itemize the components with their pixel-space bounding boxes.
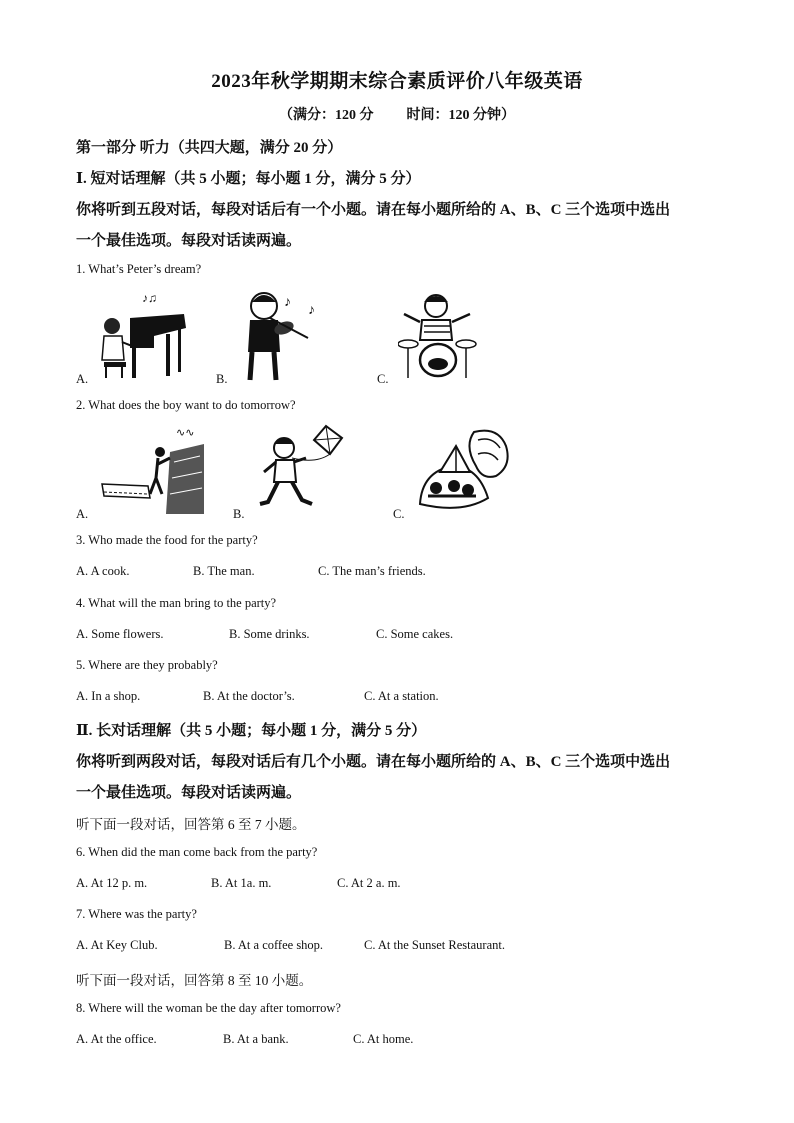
section2-instruction-2: 一个最佳选项。每段对话读两遍。 xyxy=(76,785,302,801)
svg-text:∿∿: ∿∿ xyxy=(176,427,195,439)
section1-instruction-1: 你将听到五段对话，每段对话后有一个小题。请在每小题所给的 A、B、C 三个选项中选出 xyxy=(76,202,671,218)
question-6-stem: 6. When did the man come back from the party? xyxy=(76,845,318,859)
drums-picture xyxy=(398,292,478,382)
q4-option-c: C. Some cakes. xyxy=(376,627,454,641)
section2-instruction-1: 你将听到两段对话，每段对话后有几个小题。请在每小题所给的 A、B、C 三个选项中选出 xyxy=(76,754,671,770)
q1-option-c: C. xyxy=(377,372,389,386)
svg-text:♪: ♪ xyxy=(308,303,315,318)
exam-info xyxy=(0,104,794,124)
q5-option-a: A. In a shop. xyxy=(76,689,141,703)
q2-option-c: C. xyxy=(393,507,405,521)
exam-score: （满分：120 分 xyxy=(279,108,374,123)
q4-option-a: A. Some flowers. xyxy=(76,627,164,641)
q7-option-a: A. At Key Club. xyxy=(76,938,158,952)
kite-picture xyxy=(256,424,348,516)
q5-option-b: B. At the doctor’s. xyxy=(203,689,295,703)
q6-option-c: C. At 2 a. m. xyxy=(337,876,401,890)
q7-option-c: C. At the Sunset Restaurant. xyxy=(364,938,505,952)
dialogue-note-8-10: 听下面一段对话，回答第 8 至 10 小题。 xyxy=(76,973,313,988)
svg-text:♪♫: ♪♫ xyxy=(142,291,157,305)
piano-picture xyxy=(94,288,190,382)
q1-option-b: B. xyxy=(216,372,228,386)
question-8-stem: 8. Where will the woman be the day after tomorrow? xyxy=(76,1001,341,1015)
part1-heading: 第一部分 听力（共四大题，满分 20 分） xyxy=(76,140,343,156)
page-title: 2023年秋学期期末综合素质评价八年级英语 xyxy=(211,71,583,92)
question-4-stem: 4. What will the man bring to the party? xyxy=(76,596,277,610)
q7-option-b: B. At a coffee shop. xyxy=(224,938,324,952)
q2-option-a: A. xyxy=(76,507,89,521)
camping-picture xyxy=(412,426,512,516)
mountain-picture xyxy=(100,422,206,514)
q1-option-a: A. xyxy=(76,372,89,386)
section2-heading: Ⅱ. 长对话理解（共 5 小题；每小题 1 分，满分 5 分） xyxy=(76,723,427,739)
q8-option-a: A. At the office. xyxy=(76,1032,157,1046)
q8-option-c: C. At home. xyxy=(353,1032,414,1046)
section1-instruction-2: 一个最佳选项。每段对话读两遍。 xyxy=(76,233,302,249)
violin-picture xyxy=(234,288,328,382)
question-2-stem: 2. What does the boy want to do tomorrow? xyxy=(76,398,296,412)
exam-time: 时间：120 分钟） xyxy=(406,108,515,123)
question-3-stem: 3. Who made the food for the party? xyxy=(76,533,258,547)
q5-option-c: C. At a station. xyxy=(364,689,439,703)
q6-option-a: A. At 12 p. m. xyxy=(76,876,148,890)
q3-option-c: C. The man’s friends. xyxy=(318,564,426,578)
question-1-stem: 1. What’s Peter’s dream? xyxy=(76,262,202,276)
q3-option-a: A. A cook. xyxy=(76,564,130,578)
question-5-stem: 5. Where are they probably? xyxy=(76,658,218,672)
dialogue-note-6-7: 听下面一段对话，回答第 6 至 7 小题。 xyxy=(76,817,306,832)
question-7-stem: 7. Where was the party? xyxy=(76,907,197,921)
q6-option-b: B. At 1a. m. xyxy=(211,876,272,890)
q8-option-b: B. At a bank. xyxy=(223,1032,289,1046)
q4-option-b: B. Some drinks. xyxy=(229,627,310,641)
svg-text:♪: ♪ xyxy=(284,295,291,310)
q3-option-b: B. The man. xyxy=(193,564,255,578)
q2-option-b: B. xyxy=(233,507,245,521)
section1-heading: Ⅰ. 短对话理解（共 5 小题；每小题 1 分，满分 5 分） xyxy=(76,171,421,187)
